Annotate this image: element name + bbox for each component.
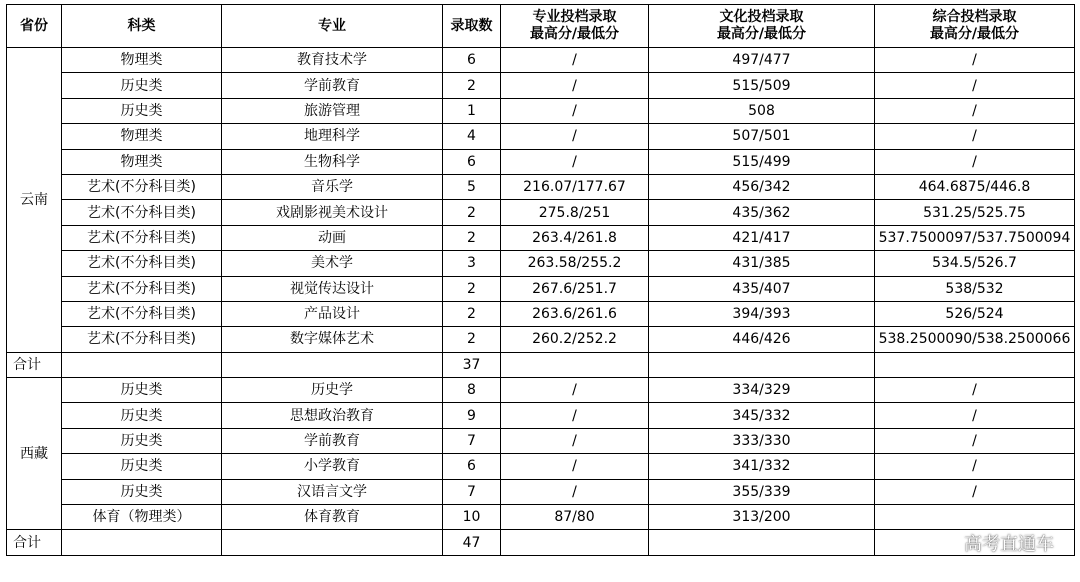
cell-professional-score: / [501, 403, 649, 428]
cell-culture-score: 497/477 [649, 48, 875, 73]
cell-culture-score: 515/509 [649, 73, 875, 98]
cell-professional-score: 260.2/252.2 [501, 327, 649, 352]
cell-count: 1 [443, 98, 501, 123]
cell-count: 10 [443, 505, 501, 530]
header-professional-line2: 最高分/最低分 [529, 26, 620, 42]
cell-culture-score: 313/200 [649, 505, 875, 530]
cell-professional-score: 263.58/255.2 [501, 251, 649, 276]
cell-combined-score: 534.5/526.7 [875, 251, 1075, 276]
cell-count: 9 [443, 403, 501, 428]
cell-culture-score: 515/499 [649, 149, 875, 174]
header-culture-score [649, 5, 875, 48]
table-row [7, 98, 1075, 123]
cell-major: 地理科学 [222, 124, 443, 149]
cell-category: 物理类 [62, 48, 222, 73]
cell-professional-score: 263.4/261.8 [501, 225, 649, 250]
cell-combined-score: 531.25/525.75 [875, 200, 1075, 225]
cell-category: 历史类 [62, 428, 222, 453]
table-row [7, 174, 1075, 199]
cell-professional-score: 267.6/251.7 [501, 276, 649, 301]
table-row [7, 48, 1075, 73]
table-row [7, 454, 1075, 479]
header-count: 录取数 [443, 5, 501, 48]
table-row [7, 200, 1075, 225]
cell-combined-score: 538/532 [875, 276, 1075, 301]
cell-professional-score: / [501, 73, 649, 98]
total-empty-cell [649, 352, 875, 377]
table-row [7, 428, 1075, 453]
province-cell: 西藏 [7, 378, 62, 530]
total-row [7, 352, 1075, 377]
cell-category: 艺术(不分科目类) [62, 276, 222, 301]
cell-culture-score: 345/332 [649, 403, 875, 428]
cell-category: 艺术(不分科目类) [62, 200, 222, 225]
cell-combined-score [875, 505, 1075, 530]
cell-major: 美术学 [222, 251, 443, 276]
cell-major: 视觉传达设计 [222, 276, 443, 301]
cell-culture-score: 435/407 [649, 276, 875, 301]
cell-major: 体育教育 [222, 505, 443, 530]
cell-combined-score: / [875, 98, 1075, 123]
cell-culture-score: 355/339 [649, 479, 875, 504]
table-row [7, 149, 1075, 174]
header-professional-line1: 专业投档录取 [532, 9, 617, 25]
total-label: 合计 [7, 352, 62, 377]
cell-culture-score: 456/342 [649, 174, 875, 199]
cell-combined-score: 538.2500090/538.2500066 [875, 327, 1075, 352]
cell-category: 艺术(不分科目类) [62, 251, 222, 276]
cell-count: 5 [443, 174, 501, 199]
cell-professional-score: / [501, 428, 649, 453]
cell-count: 2 [443, 276, 501, 301]
cell-major: 教育技术学 [222, 48, 443, 73]
header-category: 科类 [62, 5, 222, 48]
cell-count: 2 [443, 200, 501, 225]
cell-category: 历史类 [62, 454, 222, 479]
cell-combined-score: 526/524 [875, 301, 1075, 326]
cell-combined-score: / [875, 403, 1075, 428]
cell-major: 旅游管理 [222, 98, 443, 123]
header-province: 省份 [7, 5, 62, 48]
total-label: 合计 [7, 530, 62, 555]
cell-professional-score: / [501, 454, 649, 479]
cell-count: 3 [443, 251, 501, 276]
cell-major: 学前教育 [222, 428, 443, 453]
table-row [7, 403, 1075, 428]
cell-count: 7 [443, 428, 501, 453]
cell-combined-score: 464.6875/446.8 [875, 174, 1075, 199]
cell-major: 思想政治教育 [222, 403, 443, 428]
cell-combined-score: / [875, 73, 1075, 98]
cell-major: 音乐学 [222, 174, 443, 199]
cell-major: 动画 [222, 225, 443, 250]
cell-professional-score: 263.6/261.6 [501, 301, 649, 326]
cell-professional-score: 275.8/251 [501, 200, 649, 225]
header-professional-score [501, 5, 649, 48]
cell-count: 2 [443, 225, 501, 250]
table-header [7, 5, 1075, 48]
cell-professional-score: 87/80 [501, 505, 649, 530]
table-row [7, 73, 1075, 98]
province-cell: 云南 [7, 48, 62, 353]
cell-major: 学前教育 [222, 73, 443, 98]
cell-culture-score: 508 [649, 98, 875, 123]
table-row [7, 251, 1075, 276]
cell-count: 6 [443, 48, 501, 73]
watermark-text: 高考直通车 [964, 534, 1054, 555]
cell-combined-score: / [875, 378, 1075, 403]
cell-count: 7 [443, 479, 501, 504]
total-empty-cell [222, 530, 443, 555]
cell-professional-score: / [501, 98, 649, 123]
total-empty-cell [501, 352, 649, 377]
cell-professional-score: 216.07/177.67 [501, 174, 649, 199]
total-empty-cell [222, 352, 443, 377]
table-row [7, 378, 1075, 403]
cell-combined-score: / [875, 48, 1075, 73]
cell-count: 2 [443, 327, 501, 352]
cell-major: 汉语言文学 [222, 479, 443, 504]
total-empty-cell [62, 530, 222, 555]
table-row [7, 505, 1075, 530]
cell-culture-score: 394/393 [649, 301, 875, 326]
cell-category: 体育（物理类） [62, 505, 222, 530]
cell-combined-score: 537.7500097/537.7500094 [875, 225, 1075, 250]
cell-count: 2 [443, 301, 501, 326]
table-row [7, 327, 1075, 352]
cell-combined-score: / [875, 149, 1075, 174]
cell-category: 历史类 [62, 73, 222, 98]
header-culture-line2: 最高分/最低分 [716, 26, 807, 42]
cell-culture-score: 421/417 [649, 225, 875, 250]
cell-count: 4 [443, 124, 501, 149]
total-empty-cell [649, 530, 875, 555]
table-row [7, 479, 1075, 504]
cell-major: 戏剧影视美术设计 [222, 200, 443, 225]
cell-professional-score: / [501, 378, 649, 403]
total-empty-cell [875, 352, 1075, 377]
cell-category: 历史类 [62, 403, 222, 428]
total-row [7, 530, 1075, 555]
cell-combined-score: / [875, 428, 1075, 453]
cell-count: 6 [443, 149, 501, 174]
table-row [7, 301, 1075, 326]
total-count: 37 [443, 352, 501, 377]
cell-culture-score: 435/362 [649, 200, 875, 225]
cell-category: 艺术(不分科目类) [62, 225, 222, 250]
cell-professional-score: / [501, 48, 649, 73]
total-empty-cell [501, 530, 649, 555]
header-combined-line1: 综合投档录取 [932, 9, 1017, 25]
table-row [7, 225, 1075, 250]
cell-professional-score: / [501, 479, 649, 504]
cell-culture-score: 431/385 [649, 251, 875, 276]
header-major: 专业 [222, 5, 443, 48]
header-culture-line1: 文化投档录取 [719, 9, 804, 25]
cell-culture-score: 341/332 [649, 454, 875, 479]
cell-category: 艺术(不分科目类) [62, 327, 222, 352]
cell-category: 历史类 [62, 479, 222, 504]
cell-professional-score: / [501, 124, 649, 149]
cell-culture-score: 333/330 [649, 428, 875, 453]
cell-combined-score: / [875, 124, 1075, 149]
cell-professional-score: / [501, 149, 649, 174]
header-combined-score [875, 5, 1075, 48]
cell-culture-score: 446/426 [649, 327, 875, 352]
cell-category: 艺术(不分科目类) [62, 301, 222, 326]
cell-category: 历史类 [62, 378, 222, 403]
cell-culture-score: 334/329 [649, 378, 875, 403]
table-row [7, 276, 1075, 301]
cell-major: 数字媒体艺术 [222, 327, 443, 352]
cell-major: 产品设计 [222, 301, 443, 326]
cell-count: 2 [443, 73, 501, 98]
cell-major: 生物科学 [222, 149, 443, 174]
table-body [7, 48, 1075, 556]
cell-major: 小学教育 [222, 454, 443, 479]
cell-count: 8 [443, 378, 501, 403]
cell-count: 6 [443, 454, 501, 479]
cell-combined-score: / [875, 454, 1075, 479]
total-empty-cell [62, 352, 222, 377]
cell-major: 历史学 [222, 378, 443, 403]
header-combined-line2: 最高分/最低分 [929, 26, 1020, 42]
admission-scores-table [6, 4, 1075, 556]
cell-culture-score: 507/501 [649, 124, 875, 149]
table-row [7, 124, 1075, 149]
total-count: 47 [443, 530, 501, 555]
cell-category: 历史类 [62, 98, 222, 123]
cell-combined-score: / [875, 479, 1075, 504]
cell-category: 物理类 [62, 124, 222, 149]
cell-category: 物理类 [62, 149, 222, 174]
cell-category: 艺术(不分科目类) [62, 174, 222, 199]
